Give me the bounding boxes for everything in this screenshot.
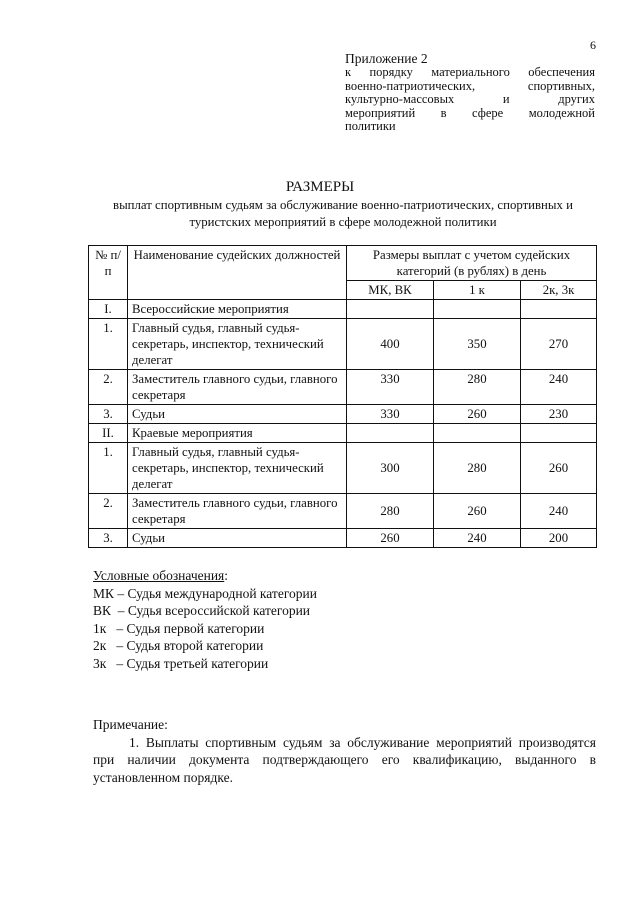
row-value-2k-3k: 230 bbox=[521, 405, 597, 424]
row-name: Главный судья, главный судья-секретарь, инспектор, технический делегат bbox=[128, 319, 347, 370]
appendix-line: к порядку материального обеспечения bbox=[345, 65, 595, 79]
row-name: Судьи bbox=[128, 529, 347, 548]
header-cat-mk-vk: МК, ВК bbox=[347, 281, 434, 300]
row-name: Заместитель главного судьи, главного секретаря bbox=[128, 494, 347, 529]
document-subtitle: выплат спортивным судьям за обслуживание военно-патриотических, спортивных и туристских мероприятий в сфере молодежной политики bbox=[113, 198, 573, 229]
appendix-line: культурно-массовых и других bbox=[345, 92, 595, 107]
section-name: Всероссийские мероприятия bbox=[128, 300, 347, 319]
row-value-2k-3k: 240 bbox=[521, 494, 597, 529]
row-name: Судьи bbox=[128, 405, 347, 424]
appendix-line: мероприятий в сфере молодежной bbox=[345, 105, 595, 120]
row-value-mk-vk: 300 bbox=[347, 443, 434, 494]
row-name: Главный судья, главный судья-секретарь, инспектор, технический делегат bbox=[128, 443, 347, 494]
section-row bbox=[89, 300, 597, 319]
row-value-2k-3k: 200 bbox=[521, 529, 597, 548]
header-sizes: Размеры выплат с учетом судейских категорий (в рублях) в день bbox=[347, 246, 597, 281]
row-num: 2. bbox=[89, 370, 128, 405]
appendix-line: военно-патриотических, спортивных, bbox=[345, 78, 595, 93]
legend-item: МК – Судья международной категории bbox=[93, 585, 317, 601]
row-name: Заместитель главного судьи, главного секретаря bbox=[128, 370, 347, 405]
row-num: 1. bbox=[89, 443, 128, 494]
table-row bbox=[89, 529, 597, 548]
legend-item: 2к – Судья второй категории bbox=[93, 638, 264, 653]
header-num: № п/п bbox=[89, 246, 128, 300]
appendix-block bbox=[345, 51, 595, 134]
row-value-mk-vk: 400 bbox=[347, 319, 434, 370]
legend-item: 3к – Судья третьей категории bbox=[93, 655, 269, 671]
section-row bbox=[89, 424, 597, 443]
section-num: I. bbox=[89, 300, 128, 319]
row-value-1k: 260 bbox=[434, 405, 521, 424]
row-value-1k: 350 bbox=[434, 319, 521, 370]
appendix-line: политики bbox=[345, 119, 396, 134]
legend-item: ВК – Судья всероссийской категории bbox=[93, 603, 311, 618]
section-name: Краевые мероприятия bbox=[128, 424, 347, 443]
row-value-mk-vk: 280 bbox=[347, 494, 434, 529]
payments-table bbox=[88, 245, 597, 548]
document-title: РАЗМЕРЫ bbox=[285, 179, 355, 195]
table-header-row bbox=[89, 246, 597, 281]
legend-block bbox=[93, 567, 317, 672]
note-block bbox=[93, 716, 596, 786]
row-value-2k-3k: 240 bbox=[521, 370, 597, 405]
table-row bbox=[89, 494, 597, 529]
appendix-title: Приложение 2 bbox=[345, 51, 428, 66]
header-cat-2k-3k: 2к, 3к bbox=[521, 281, 597, 300]
row-num: 3. bbox=[89, 405, 128, 424]
row-value-1k: 280 bbox=[434, 370, 521, 405]
row-value-1k: 280 bbox=[434, 443, 521, 494]
legend-colon: : bbox=[224, 568, 229, 583]
row-num: 2. bbox=[89, 494, 128, 529]
row-value-1k: 260 bbox=[434, 494, 521, 529]
row-num: 1. bbox=[89, 319, 128, 370]
header-cat-1k: 1 к bbox=[434, 281, 521, 300]
table-row bbox=[89, 370, 597, 405]
table-row bbox=[89, 443, 597, 494]
row-value-mk-vk: 330 bbox=[347, 370, 434, 405]
row-value-mk-vk: 330 bbox=[347, 405, 434, 424]
row-value-1k: 240 bbox=[434, 529, 521, 548]
row-value-2k-3k: 270 bbox=[521, 319, 597, 370]
row-value-2k-3k: 260 bbox=[521, 443, 597, 494]
row-num: 3. bbox=[89, 529, 128, 548]
note-text: 1. Выплаты спортивным судьям за обслуживание мероприятий производятся при наличии документа подтверждающего его квалификацию, выданного в установленном порядке. bbox=[93, 734, 596, 785]
page-number: 6 bbox=[590, 38, 596, 52]
row-value-mk-vk: 260 bbox=[347, 529, 434, 548]
legend-heading bbox=[93, 567, 317, 585]
section-num: II. bbox=[89, 424, 128, 443]
legend-item: 1к – Судья первой категории bbox=[93, 620, 265, 636]
table-row bbox=[89, 405, 597, 424]
note-title: Примечание: bbox=[93, 717, 168, 732]
table-row bbox=[89, 319, 597, 370]
legend-title: Условные обозначения bbox=[93, 568, 225, 583]
header-name: Наименование судейских должностей bbox=[128, 246, 347, 300]
